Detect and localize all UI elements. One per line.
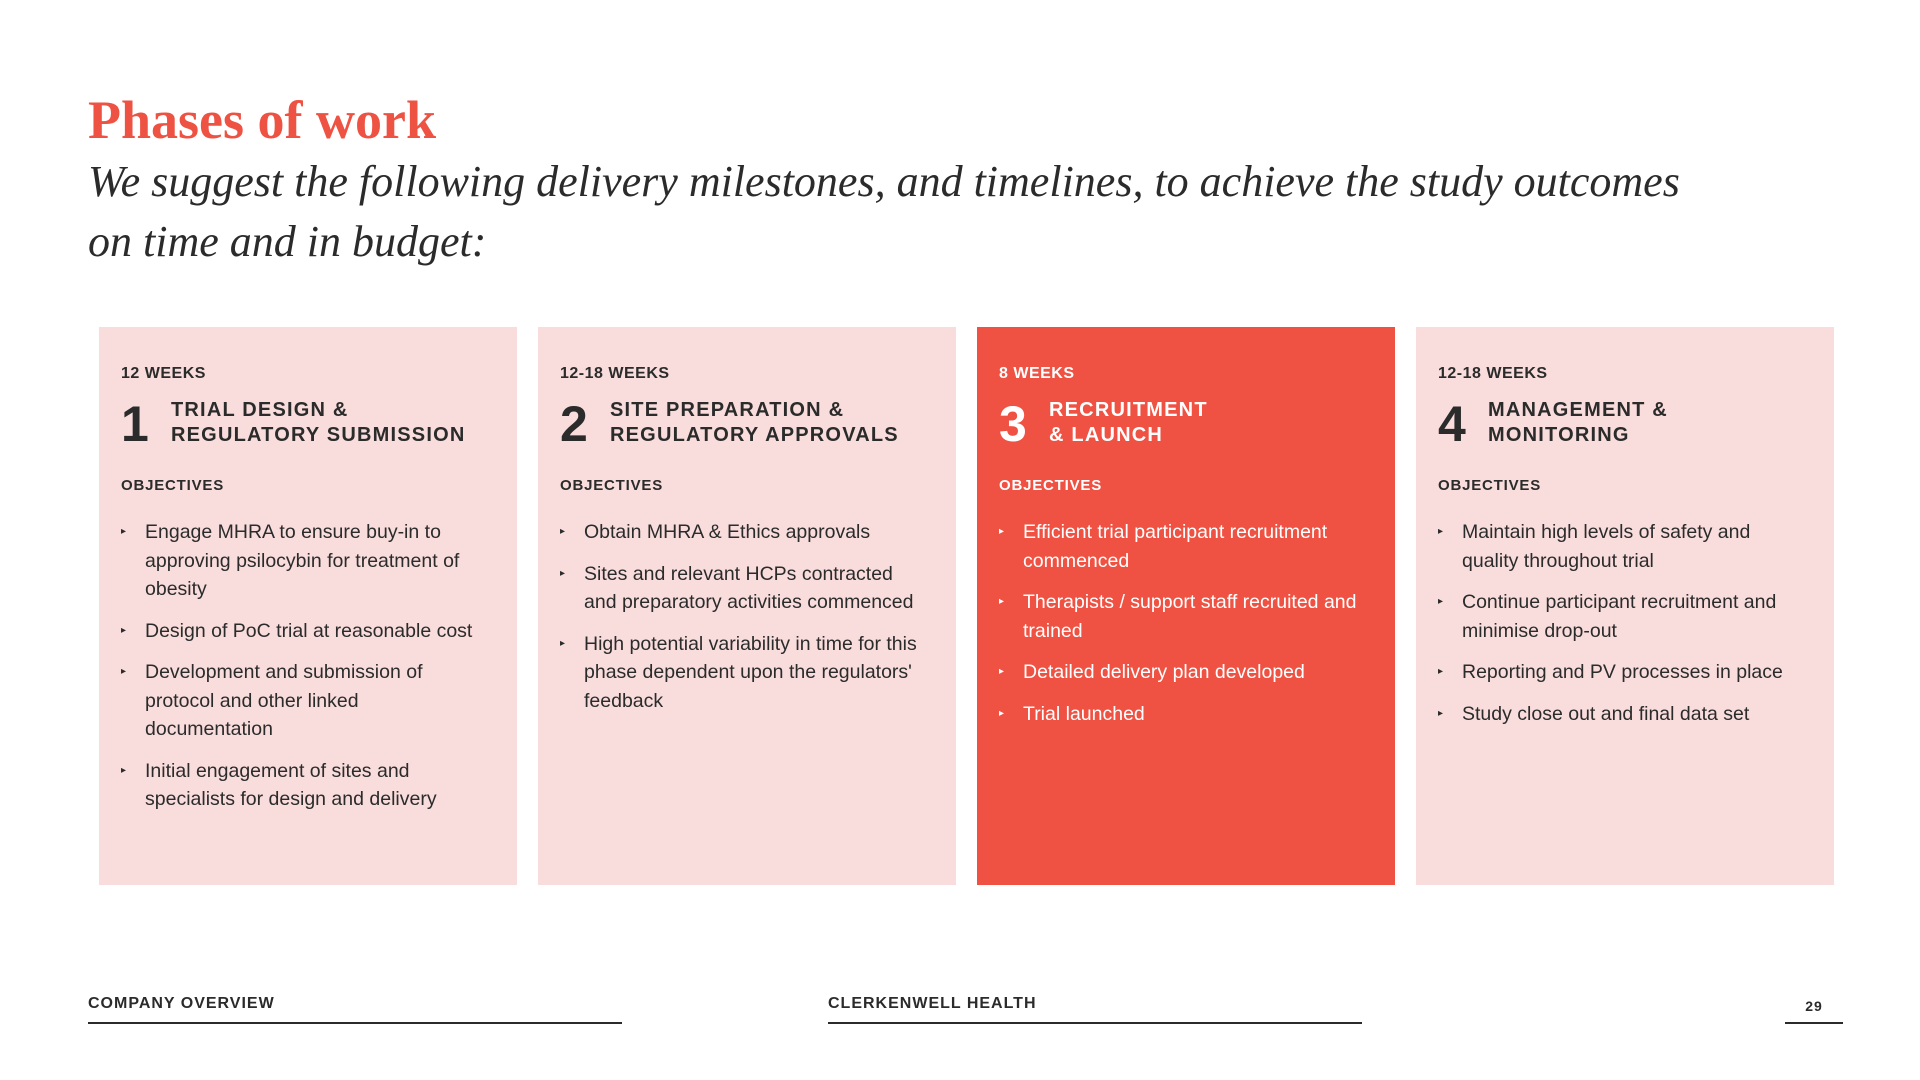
objective-item	[999, 700, 1375, 729]
objective-item	[121, 658, 497, 744]
objective-text: Detailed delivery plan developed	[1023, 661, 1305, 683]
triangle-bullet-icon: ▸	[560, 567, 566, 579]
phase-duration: 12 WEEKS	[121, 365, 206, 382]
phase-title-line-2: REGULATORY SUBMISSION	[171, 424, 466, 446]
objective-item	[121, 757, 497, 814]
objectives-list	[560, 518, 936, 715]
objective-text: Obtain MHRA & Ethics approvals	[584, 521, 871, 543]
triangle-bullet-icon: ▸	[121, 666, 127, 677]
objectives-label: OBJECTIVES	[999, 477, 1103, 494]
triangle-bullet-icon: ▸	[1438, 526, 1444, 537]
footer-section-label: COMPANY OVERVIEW	[88, 994, 622, 1024]
phase-heading	[1438, 398, 1814, 454]
triangle-bullet-icon: ▸	[121, 764, 127, 776]
objectives-list	[121, 518, 497, 814]
phase-title-line-2: MONITORING	[1488, 424, 1630, 446]
page-number: 29	[1785, 994, 1843, 1024]
phase-number: 3	[999, 396, 1027, 452]
objective-item	[1438, 518, 1814, 575]
objectives-label: OBJECTIVES	[1438, 477, 1542, 494]
triangle-bullet-icon: ▸	[560, 526, 566, 537]
objective-item	[560, 630, 936, 716]
triangle-bullet-icon: ▸	[999, 596, 1005, 607]
objective-text: Reporting and PV processes in place	[1462, 661, 1783, 683]
objective-text: Development and submission of protocol and other linked documentation	[145, 661, 423, 740]
objective-item	[121, 518, 497, 604]
phase-duration: 12-18 WEEKS	[1438, 365, 1548, 382]
objective-text: High potential variability in time for this phase dependent upon the regulators' feedback	[584, 632, 917, 712]
triangle-bullet-icon: ▸	[1438, 707, 1444, 719]
page-title: Phases of work	[88, 90, 436, 150]
phase-heading	[560, 398, 936, 454]
phase-title-line-1: SITE PREPARATION &	[610, 399, 845, 421]
objectives-label: OBJECTIVES	[560, 477, 664, 494]
phase-card-2	[538, 327, 956, 885]
objective-item	[999, 518, 1375, 575]
phase-card-3	[977, 327, 1395, 885]
objective-text: Efficient trial participant recruitment commenced	[1023, 521, 1328, 572]
objective-text: Therapists / support staff recruited and trained	[1023, 591, 1357, 642]
phase-title	[610, 398, 899, 448]
objective-text: Continue participant recruitment and minimise drop-out	[1462, 591, 1777, 642]
objective-item	[560, 560, 936, 617]
objective-text: Initial engagement of sites and specialists for design and delivery	[145, 759, 437, 810]
phase-duration: 12-18 WEEKS	[560, 365, 670, 382]
objective-item	[121, 617, 497, 646]
objective-item	[560, 518, 936, 547]
phase-title	[171, 398, 466, 448]
triangle-bullet-icon: ▸	[999, 707, 1005, 719]
triangle-bullet-icon: ▸	[999, 666, 1005, 677]
phase-card-4	[1416, 327, 1834, 885]
objective-text: Study close out and final data set	[1462, 702, 1750, 725]
objective-text: Trial launched	[1023, 702, 1145, 725]
phase-heading	[121, 398, 497, 454]
phase-title-line-2: REGULATORY APPROVALS	[610, 424, 899, 446]
objective-text: Design of PoC trial at reasonable cost	[145, 619, 473, 642]
objective-text: Sites and relevant HCPs contracted and preparatory activities commenced	[584, 562, 914, 613]
objective-text: Engage MHRA to ensure buy-in to approving psilocybin for treatment of obesity	[145, 521, 460, 600]
objective-item	[1438, 700, 1814, 729]
triangle-bullet-icon: ▸	[560, 637, 566, 649]
objectives-list	[999, 518, 1375, 728]
phase-duration: 8 WEEKS	[999, 365, 1075, 382]
phase-number: 2	[560, 396, 588, 452]
phase-title	[1488, 398, 1668, 448]
objective-item	[1438, 588, 1814, 645]
phase-number: 1	[121, 396, 149, 452]
triangle-bullet-icon: ▸	[1438, 596, 1444, 607]
phase-title-line-2: & LAUNCH	[1049, 424, 1164, 446]
objective-item	[999, 588, 1375, 645]
phase-title-line-1: TRIAL DESIGN &	[171, 399, 349, 421]
phases-container	[99, 327, 1830, 885]
triangle-bullet-icon: ▸	[121, 526, 127, 537]
objective-item	[1438, 658, 1814, 687]
footer-company-name: CLERKENWELL HEALTH	[828, 994, 1362, 1024]
phase-title-line-1: RECRUITMENT	[1049, 399, 1208, 421]
objectives-label: OBJECTIVES	[121, 477, 225, 494]
objectives-list	[1438, 518, 1814, 728]
phase-title-line-1: MANAGEMENT &	[1488, 399, 1668, 421]
phase-title	[1049, 398, 1208, 448]
phase-heading	[999, 398, 1375, 454]
triangle-bullet-icon: ▸	[999, 526, 1005, 537]
phase-card-1	[99, 327, 517, 885]
objective-item	[999, 658, 1375, 687]
objective-text: Maintain high levels of safety and quality throughout trial	[1462, 521, 1751, 572]
page-subtitle: We suggest the following delivery milestones, and timelines, to achieve the study outcomes on time and in budget:	[88, 157, 1680, 266]
phase-number: 4	[1438, 396, 1466, 452]
triangle-bullet-icon: ▸	[1438, 666, 1444, 677]
triangle-bullet-icon: ▸	[121, 624, 127, 636]
